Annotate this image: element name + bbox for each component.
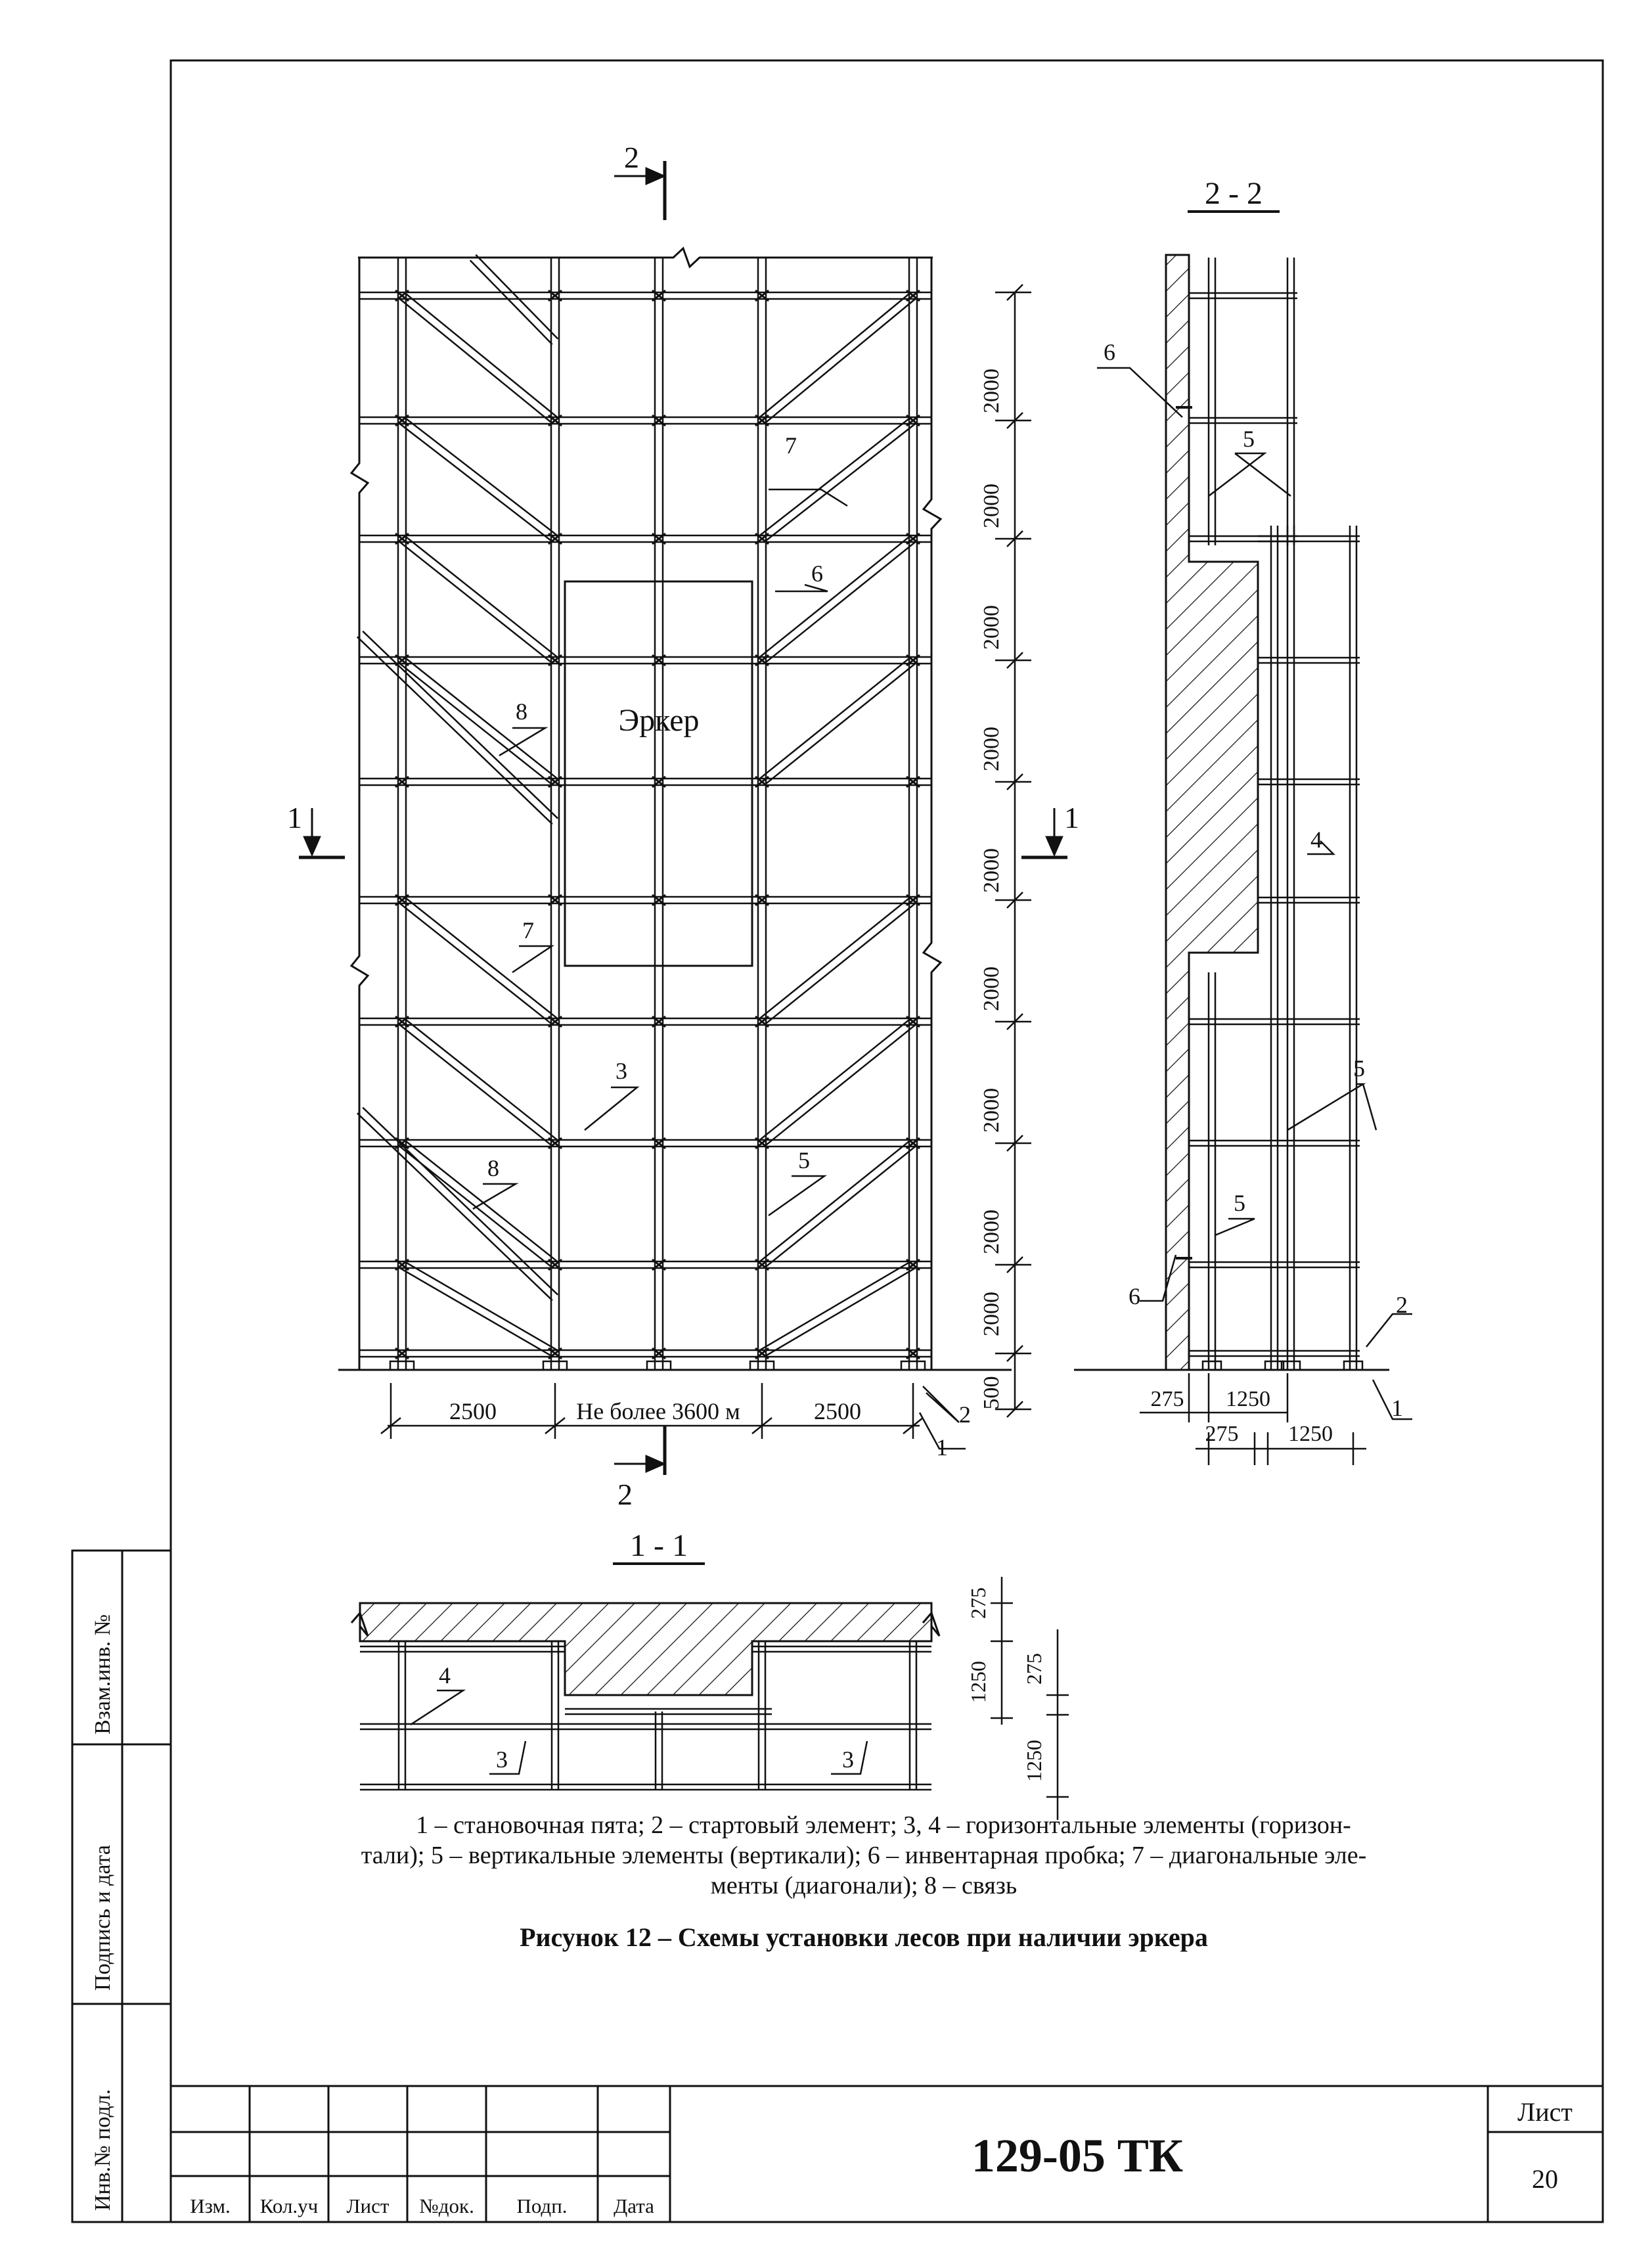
- diagonal-brace: [765, 1146, 916, 1268]
- base-plate: [543, 1361, 567, 1370]
- diagonal-brace: [759, 292, 910, 417]
- section-mark-1-right: [1021, 808, 1067, 857]
- callout-7-top: 7: [785, 432, 797, 459]
- section-mark-1-right-label: 1: [1064, 801, 1079, 834]
- base-plate: [390, 1361, 414, 1370]
- section-1-1-view: [351, 1528, 1069, 1820]
- sec22-callout-5-mid: 5: [1353, 1055, 1365, 1081]
- diagonal-brace: [759, 657, 910, 779]
- figure-legend: [223, 1810, 1504, 1901]
- level-dim-1: 2000: [979, 369, 1004, 413]
- level-dim-8: 2000: [979, 1210, 1004, 1254]
- tb-col-ndoc: №док.: [419, 2194, 474, 2217]
- base-plate: [901, 1361, 925, 1370]
- sec22-callout-5-low: 5: [1234, 1190, 1245, 1216]
- sec22-callout-2: 2: [1396, 1292, 1408, 1318]
- sheet-number: 20: [1532, 2164, 1558, 2194]
- section-2-2-title: 2 - 2: [1205, 176, 1263, 211]
- section-mark-2-top: [614, 161, 665, 220]
- section-mark-2-bottom: [614, 1426, 665, 1475]
- level-dim-7: 2000: [979, 1088, 1004, 1133]
- section-mark-2-bottom-label: 2: [617, 1478, 633, 1511]
- diagonal-brace: [759, 535, 910, 657]
- tie-brace: [363, 1108, 558, 1295]
- diagonal-brace: [405, 292, 558, 417]
- sec22-callout-6-top: 6: [1104, 339, 1115, 365]
- tb-col-podp: Подп.: [516, 2194, 568, 2217]
- sec11-dim-275-a: 275: [966, 1587, 990, 1619]
- diagonal-brace: [399, 299, 552, 424]
- section-1-1-title: 1 - 1: [630, 1528, 688, 1563]
- diagonal-brace: [405, 1140, 558, 1261]
- diagonal-brace: [405, 417, 558, 535]
- base-plate: [1344, 1361, 1362, 1370]
- diagonal-brace: [759, 1018, 910, 1140]
- base-plate: [1203, 1361, 1221, 1370]
- section-mark-1-left: [299, 808, 345, 857]
- diagonal-brace: [759, 1140, 910, 1261]
- tie-brace: [357, 1113, 552, 1300]
- tb-col-izm: Изм.: [190, 2194, 231, 2217]
- elevation-top-break: [358, 248, 933, 267]
- callout-3: 3: [615, 1058, 627, 1084]
- diagonal-brace: [399, 424, 552, 542]
- erker-label: Эркер: [618, 703, 700, 738]
- legend-line-2: тали); 5 – вертикальные элементы (вертикали); 6 – инвентарная пробка; 7 – диагональные эле-: [361, 1842, 1367, 1869]
- scaffold-frame: [357, 255, 931, 1370]
- section-1-1-leaders: [411, 1690, 867, 1774]
- tb-col-data: Дата: [614, 2194, 654, 2217]
- sec22-dim-275-b: 275: [1205, 1422, 1239, 1446]
- elevation-callout-leaders: [473, 489, 966, 1449]
- sec22-dim-1250-a: 1250: [1226, 1387, 1270, 1411]
- stamp-signature-date: Подпись и дата: [91, 1845, 115, 1991]
- level-dim-2: 2000: [979, 484, 1004, 528]
- callout-8-bottom: 8: [487, 1155, 499, 1181]
- sec11-callout-3-left: 3: [496, 1746, 508, 1773]
- diagonal-brace: [470, 260, 552, 344]
- callout-1: 1: [936, 1434, 948, 1461]
- section-mark-2-top-label: 2: [624, 141, 639, 174]
- diagonal-brace: [405, 657, 558, 779]
- sec11-callout-4: 4: [439, 1662, 451, 1689]
- stamp-inventory-original: Инв.№ подл.: [91, 2089, 115, 2211]
- diagonal-brace: [765, 903, 916, 1025]
- sec22-callout-4: 4: [1310, 827, 1322, 853]
- diagonal-brace: [399, 542, 552, 664]
- figure-title: Рисунок 12 – Схемы установки лесов при наличии эркера: [520, 1922, 1208, 1952]
- document-code: 129-05 ТК: [971, 2129, 1184, 2182]
- callout-5: 5: [798, 1147, 810, 1173]
- diagonal-brace: [765, 1025, 916, 1146]
- diagonal-brace: [400, 1268, 553, 1357]
- sec22-callout-1: 1: [1391, 1395, 1403, 1421]
- level-dim-5: 2000: [979, 848, 1004, 893]
- callout-7-bottom: 7: [522, 917, 534, 943]
- callout-8-top: 8: [516, 698, 527, 725]
- diagonal-brace: [764, 1268, 915, 1357]
- legend-line-1: 1 – становочная пята; 2 – стартовый элемент; 3, 4 – горизонтальные элементы (горизон-: [416, 1811, 1351, 1839]
- diagonal-brace: [759, 417, 910, 535]
- level-dim-6: 2000: [979, 966, 1004, 1011]
- diagonal-brace: [759, 897, 910, 1018]
- callout-2: 2: [959, 1401, 971, 1428]
- side-stamp: [72, 1551, 171, 2222]
- sec22-callout-6-bottom: 6: [1129, 1283, 1140, 1309]
- sec22-callout-5-top: 5: [1243, 426, 1255, 452]
- diagonal-brace: [765, 664, 916, 785]
- sec11-dim-1250-a: 1250: [966, 1661, 990, 1703]
- tie-brace: [363, 631, 558, 819]
- diagonal-brace: [765, 299, 916, 424]
- level-dim-9: 2000: [979, 1292, 1004, 1336]
- stamp-replaced-inv: Взам.инв. №: [91, 1614, 115, 1735]
- diagonal-brace: [399, 1025, 552, 1146]
- sec11-dim-275-b: 275: [1022, 1653, 1046, 1685]
- sec11-callout-3-right: 3: [842, 1746, 854, 1773]
- diagonal-brace: [399, 664, 552, 785]
- sec11-dim-1250-b: 1250: [1022, 1740, 1046, 1782]
- base-plate: [750, 1361, 774, 1370]
- diagonal-brace: [765, 542, 916, 664]
- section-2-2-view: [1074, 176, 1412, 1465]
- level-dim-3: 2000: [979, 605, 1004, 650]
- sec22-dim-1250-b: 1250: [1288, 1422, 1333, 1446]
- legend-line-3: менты (диагонали); 8 – связь: [710, 1872, 1018, 1899]
- section-1-1-dims: [991, 1577, 1069, 1820]
- diagonal-brace: [404, 1261, 557, 1350]
- width-dim-middle: Не более 3600 м: [576, 1398, 740, 1424]
- elevation-view: [287, 141, 1079, 1511]
- diagonal-brace: [476, 255, 558, 339]
- diagonal-brace: [760, 1261, 911, 1350]
- width-dim-right: 2500: [814, 1398, 861, 1424]
- callout-6: 6: [811, 560, 823, 587]
- tie-brace: [357, 637, 552, 824]
- diagonal-brace: [405, 535, 558, 657]
- tb-col-list: Лист: [346, 2194, 390, 2217]
- erker-outline: [565, 581, 752, 966]
- diagonal-brace: [405, 1018, 558, 1140]
- level-dim-4: 2000: [979, 727, 1004, 771]
- width-dim-left: 2500: [449, 1398, 497, 1424]
- base-plate: [647, 1361, 671, 1370]
- sec22-dim-275-a: 275: [1150, 1387, 1184, 1411]
- section-mark-1-left-label: 1: [287, 801, 302, 834]
- sheet-label: Лист: [1517, 2097, 1573, 2127]
- level-dim-bottom: 500: [979, 1376, 1004, 1410]
- tb-col-kolvo: Кол.уч: [259, 2194, 319, 2217]
